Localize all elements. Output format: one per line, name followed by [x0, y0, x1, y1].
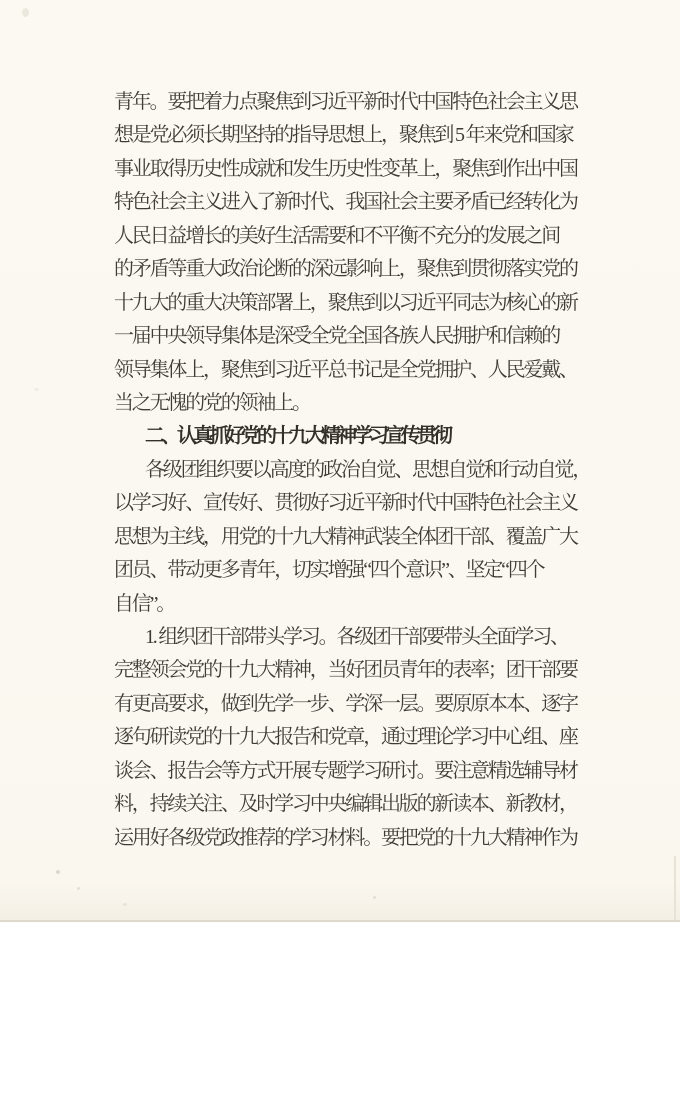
body-text-line: 逐句研读党的十九大报告和党章，通过理论学习中心组、座 [114, 726, 577, 749]
body-text-line: 青年。要把着力点聚焦到习近平新时代中国特色社会主义思 [114, 91, 577, 113]
body-text-line: 团员、带动更多青年，切实增强“四个意识”、坚定“四个 [114, 559, 544, 582]
body-text-line: 自信”。 [114, 592, 175, 615]
body-text-line: 有更高要求，做到先学一步、学深一层。要原原本本、逐字 [114, 692, 577, 715]
scan-noise-speck [56, 870, 60, 874]
body-text-line: 当之无愧的党的领袖上。 [114, 391, 310, 414]
body-text-line: 料，持续关注、及时学习中央编辑出版的新读本、新教材， [114, 793, 577, 816]
body-text-line: 事业取得历史性成就和发生历史性变革上，聚焦到作出中国 [114, 157, 577, 180]
body-text-line: 人民日益增长的美好生活需要和不平衡不充分的发展之间 [114, 224, 559, 247]
body-text-line: 领导集体上，聚焦到习近平总书记是全党拥护、人民爱戴、 [114, 358, 577, 381]
scan-noise-speck [373, 896, 376, 899]
body-text-line: 以学习好、宣传好、贯彻好习近平新时代中国特色社会主义 [114, 492, 577, 515]
page-edge-shadow [674, 856, 676, 920]
body-text-line: 各级团组织要以高度的政治自觉、思想自觉和行动自觉， [145, 458, 590, 481]
body-text-line: 的矛盾等重大政治论断的深远影响上，聚焦到贯彻落实党的 [114, 258, 577, 281]
body-text-line: 一届中央领导集体是深受全党全国各族人民拥护和信赖的 [114, 325, 559, 348]
body-text-line: 特色社会主义进入了新时代、我国社会主要矛盾已经转化为 [114, 191, 577, 214]
body-text-line: 思想为主线，用党的十九大精神武装全体团干部、覆盖广大 [114, 525, 577, 548]
scan-noise-speck [77, 887, 80, 890]
body-text-line: 谈会、报告会等方式开展专题学习研讨。要注意精选辅导材 [114, 759, 577, 782]
scan-noise-speck [34, 388, 39, 391]
body-text-line: 十九大的重大决策部署上，聚焦到以习近平同志为核心的新 [114, 291, 577, 314]
body-text-line: 想是党必须长期坚持的指导思想上，聚焦到 5 年来党和国家 [114, 124, 573, 147]
section-heading: 二、认真抓好党的十九大精神学习宣传贯彻 [145, 425, 449, 448]
scan-noise-speck [123, 903, 127, 906]
body-text-line: 运用好各级党政推荐的学习材料。要把党的十九大精神作为 [114, 826, 577, 849]
scan-noise-speck [22, 8, 29, 17]
document-text-block [114, 86, 590, 855]
body-text-line: 1. 组织团干部带头学习。各级团干部要带头全面学习、 [145, 626, 568, 648]
body-text-line: 完整领会党的十九大精神，当好团员青年的表率；团干部要 [114, 659, 577, 682]
